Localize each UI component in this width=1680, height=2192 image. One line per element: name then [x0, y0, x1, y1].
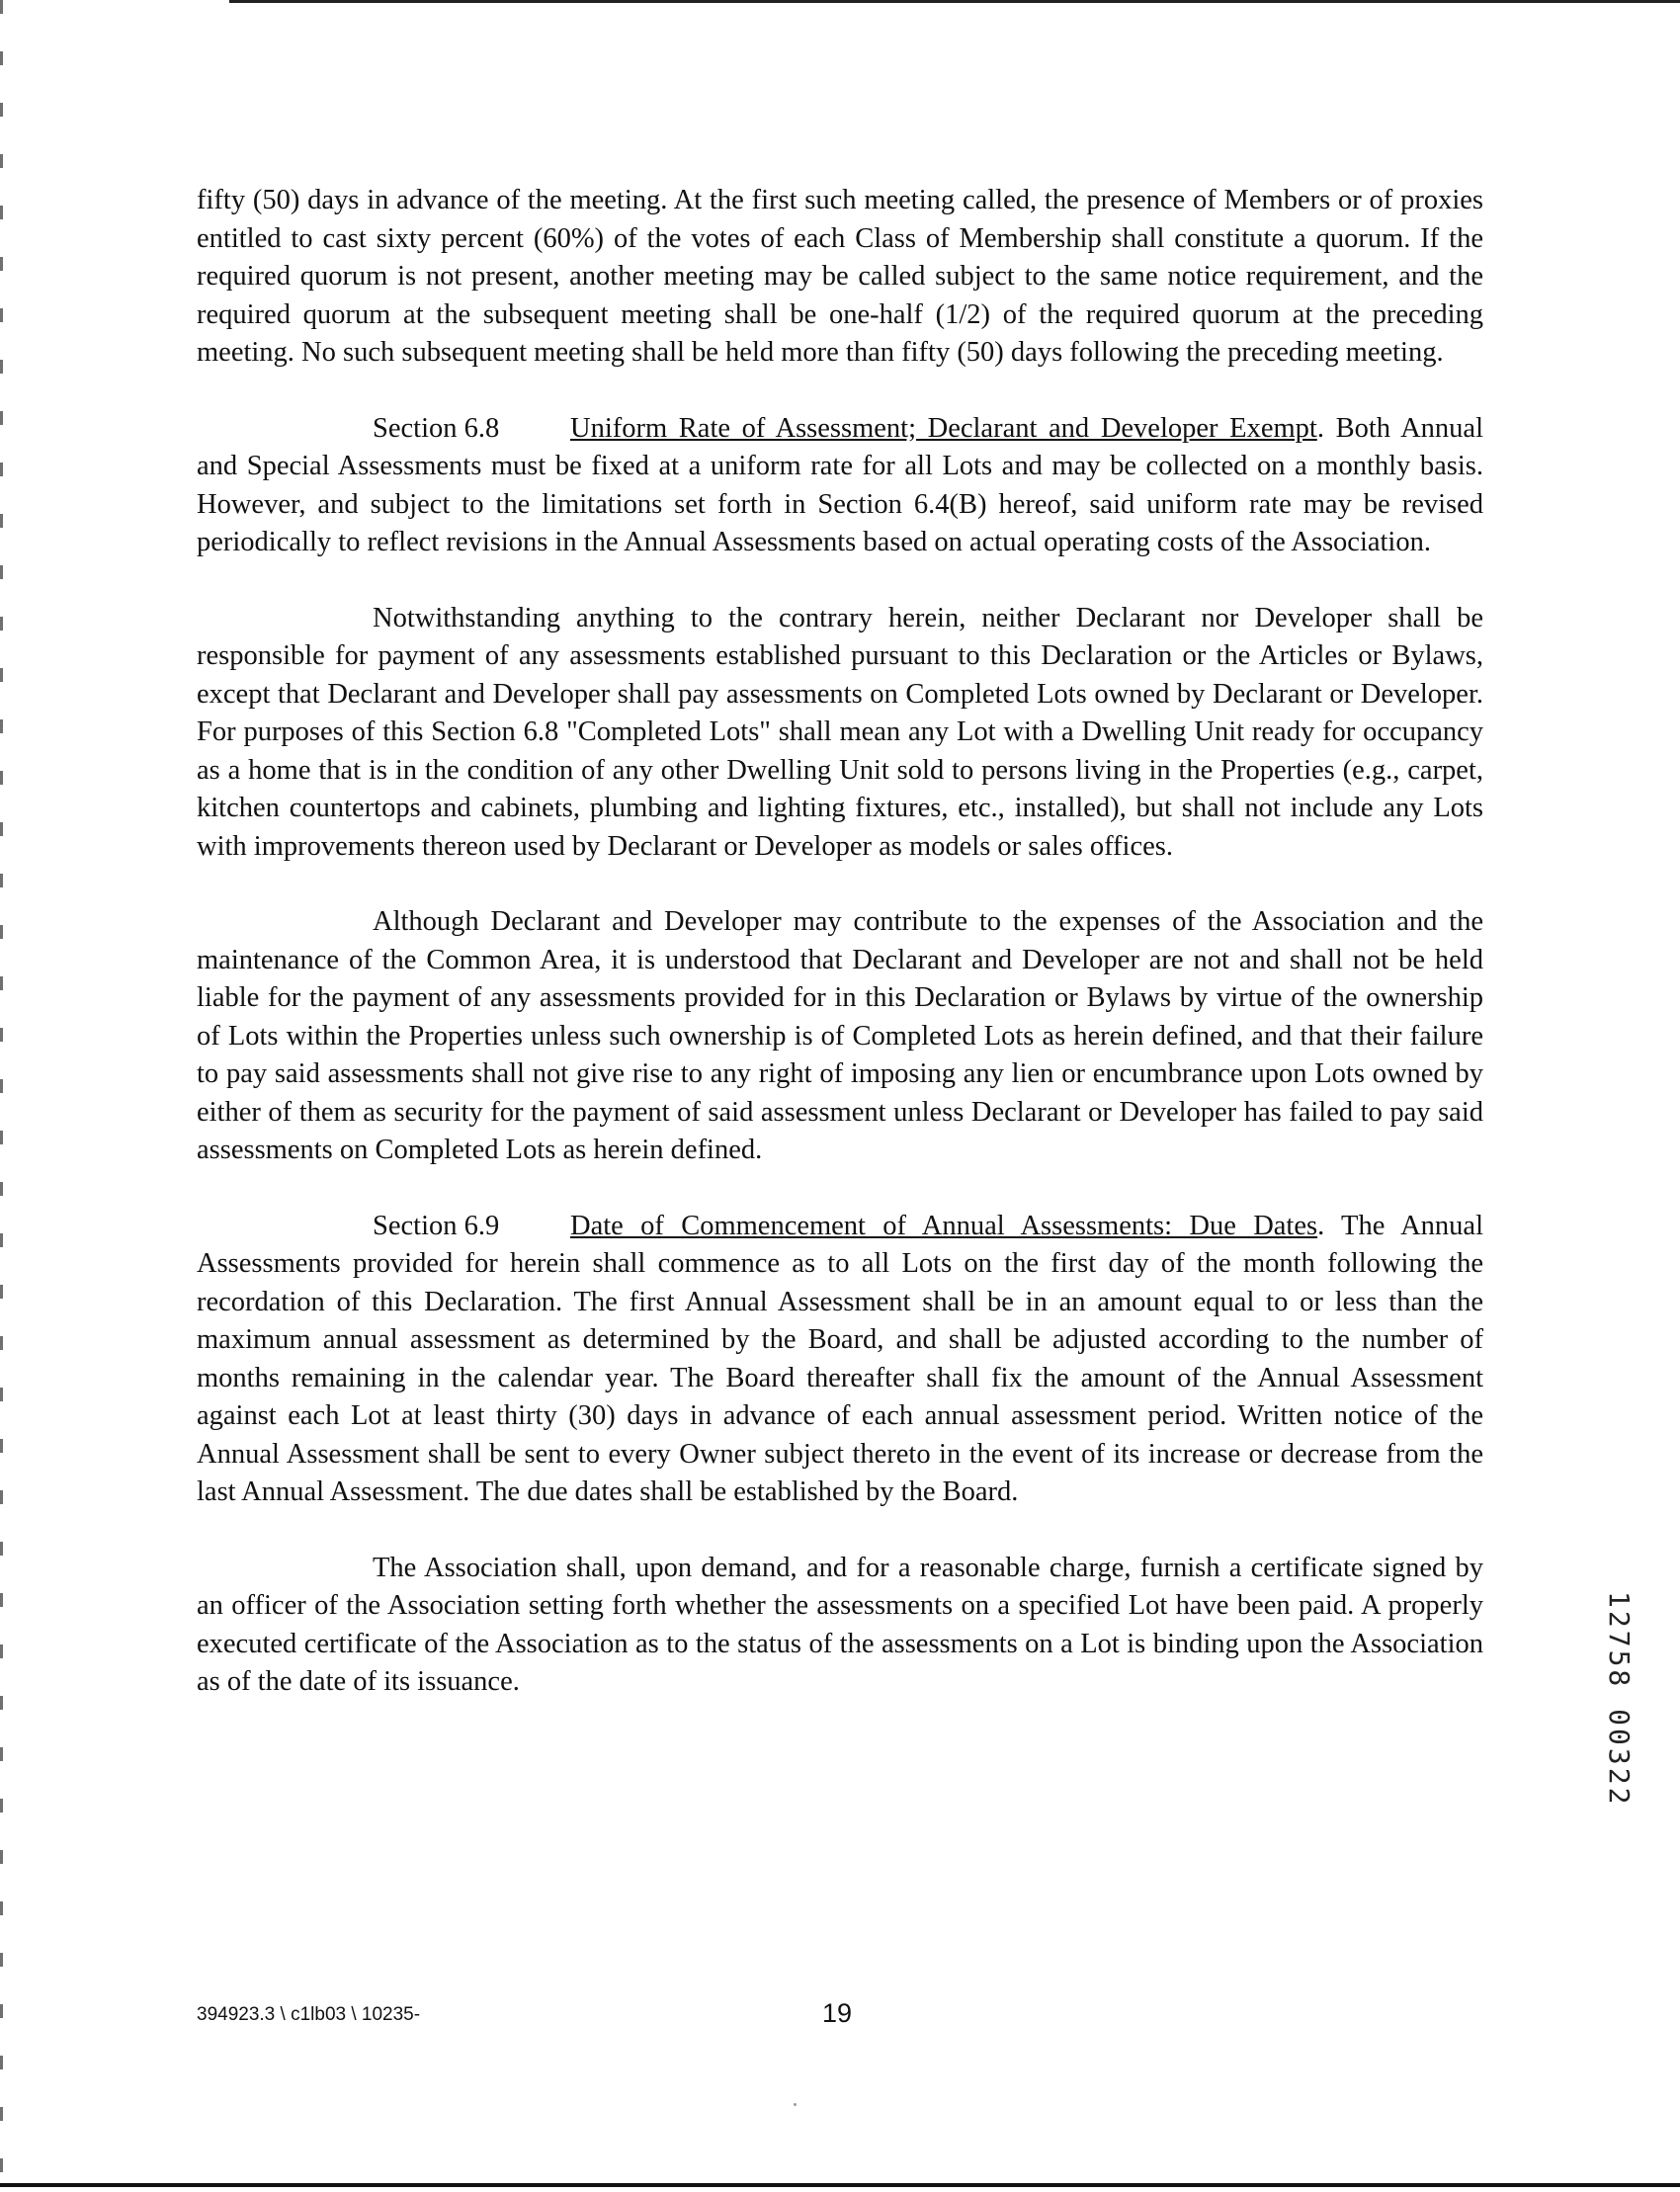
top-border-line	[229, 0, 1680, 3]
paragraph-certificate: The Association shall, upon demand, and for a reasonable charge, furnish a certificate signed by an officer of the Association setting forth whether the assessments on a specified Lot have been paid. A properly executed certificate of the Association as to the status of the assessments on a Lot is binding upon the Association as of the date of its issuance.	[197, 1552, 1483, 1697]
paragraph-quorum-continuation: fifty (50) days in advance of the meeting. At the first such meeting called, the presence of Members or of proxies entitled to cast sixty percent (60%) of the votes of each Class of Membership shall constitute a quorum. If the required quorum is not present, another meeting may be called subject to the same notice requirement, and the required quorum at the subsequent meeting shall be one-half (1/2) of the required quorum at the preceding meeting. No such subsequent meeting shall be held more than fifty (50) days following the preceding meeting.	[197, 185, 1483, 368]
section-6-8-title: Uniform Rate of Assessment; Declarant and Developer Exempt	[570, 412, 1317, 444]
section-6-8	[197, 410, 1483, 562]
section-6-9-number: Section 6.9	[373, 1210, 500, 1241]
scan-speck	[794, 2103, 797, 2106]
footer-document-id: 394923.3 \ c1lb03 \ 10235-	[197, 2004, 421, 2025]
document-body	[197, 182, 1483, 1739]
page-number: 19	[822, 1998, 853, 2028]
paragraph-notwithstanding: Notwithstanding anything to the contrary herein, neither Declarant nor Developer shall be responsible for payment of any assessments established pursuant to this Declaration or the Articles or Bylaws, except that Declarant and Developer shall pay assessments on Completed Lots owned by Declarant or Developer. For purposes of this Section 6.8 "Completed Lots" shall mean any Lot with a Dwelling Unit ready for occupancy as a home that is in the condition of any other Dwelling Unit sold to persons living in the Properties (e.g., carpet, kitchen countertops and cabinets, plumbing and lighting fixtures, etc., installed), but shall not include any Lots with improvements thereon used by Declarant or Developer as models or sales offices.	[197, 602, 1483, 862]
section-6-8-number: Section 6.8	[373, 412, 500, 444]
recording-stamp: 12758 00322	[1603, 1591, 1636, 1808]
scan-left-edge	[0, 0, 3, 2192]
bottom-border-line	[0, 2183, 1680, 2187]
section-6-9	[197, 1208, 1483, 1512]
section-6-9-title: Date of Commencement of Annual Assessments: Due Dates	[570, 1210, 1318, 1241]
section-6-9-body: . The Annual Assessments provided for herein shall commence as to all Lots on the first day of the month following the recordation of this Declaration. The first Annual Assessment shall be in an amount equal to or less than the maximum annual assessment as determined by the Board, and shall be adjusted according to the number of months remaining in the calendar year. The Board thereafter shall fix the amount of the Annual Assessment against each Lot at least thirty (30) days in advance of each annual assessment period. Written notice of the Annual Assessment shall be sent to every Owner subject thereto in the event of its increase or decrease from the last Annual Assessment. The due dates shall be established by the Board.	[197, 1210, 1483, 1507]
section-6-8-body: . Both Annual and Special Assessments must be fixed at a uniform rate for all Lots and may be collected on a monthly basis. However, and subject to the limitations set forth in Section 6.4(B) hereof, said uniform rate may be revised periodically to reflect revisions in the Annual Assessments based on actual operating costs of the Association.	[197, 412, 1483, 557]
paragraph-although: Although Declarant and Developer may contribute to the expenses of the Association and the maintenance of the Common Area, it is understood that Declarant and Developer are not and shall not be held liable for the payment of any assessments provided for in this Declaration or Bylaws by virtue of the ownership of Lots within the Properties unless such ownership is of Completed Lots as herein defined, and that their failure to pay said assessments shall not give rise to any right of imposing any lien or encumbrance upon Lots owned by either of them as security for the payment of said assessment unless Declarant or Developer has failed to pay said assessments on Completed Lots as herein defined.	[197, 906, 1483, 1165]
